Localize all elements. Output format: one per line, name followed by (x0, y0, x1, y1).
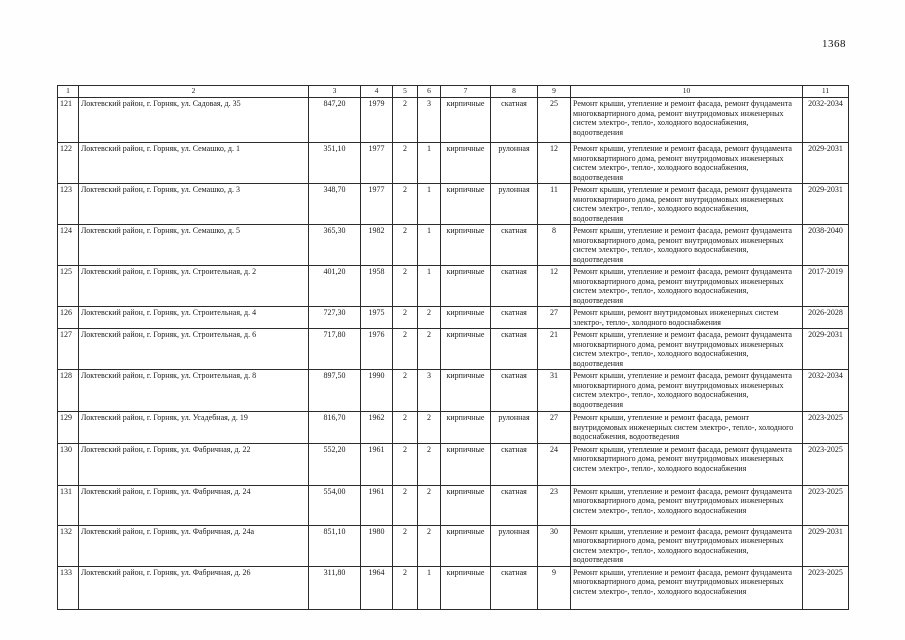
cell-address: Локтевский район, г. Горняк, ул. Семашко, д. 5 (79, 225, 309, 266)
cell-apartments: 25 (538, 98, 571, 143)
table-row (58, 225, 849, 266)
cell-works: Ремонт крыши, утепление и ремонт фасада, ремонт фундамента многоквартирного дома, ремонт внутридомовых инженерных систем электро-, тепло-, холодного водоснабжения, водоотведения (571, 370, 803, 412)
cell-floors: 2 (393, 143, 418, 184)
cell-area: 717,80 (309, 329, 361, 370)
cell-roof: скатная (491, 485, 538, 525)
cell-walls: кирпичные (441, 184, 491, 225)
cell-entrances: 1 (418, 266, 441, 307)
header-cell-year: 4 (361, 86, 393, 98)
cell-entrances: 2 (418, 443, 441, 485)
header-cell-floors: 5 (393, 86, 418, 98)
cell-area: 847,20 (309, 98, 361, 143)
cell-entrances: 1 (418, 184, 441, 225)
cell-roof: рулонная (491, 143, 538, 184)
cell-apartments: 24 (538, 443, 571, 485)
cell-year: 1964 (361, 566, 393, 609)
cell-floors: 2 (393, 566, 418, 609)
cell-roof: рулонная (491, 184, 538, 225)
cell-address: Локтевский район, г. Горняк, ул. Строительная, д. 8 (79, 370, 309, 412)
cell-floors: 2 (393, 307, 418, 329)
cell-floors: 2 (393, 266, 418, 307)
table-row (58, 370, 849, 412)
cell-works: Ремонт крыши, ремонт внутридомовых инженерных систем электро-, тепло-, холодного водоснабжения (571, 307, 803, 329)
cell-year: 1975 (361, 307, 393, 329)
cell-address: Локтевский район, г. Горняк, ул. Фабричная, д. 24 (79, 485, 309, 525)
cell-area: 348,70 (309, 184, 361, 225)
cell-apartments: 30 (538, 525, 571, 566)
cell-roof: скатная (491, 98, 538, 143)
cell-num: 131 (58, 485, 79, 525)
header-cell-roof: 8 (491, 86, 538, 98)
header-cell-num: 1 (58, 86, 79, 98)
table-row (58, 443, 849, 485)
cell-num: 128 (58, 370, 79, 412)
cell-year: 1979 (361, 98, 393, 143)
cell-num: 127 (58, 329, 79, 370)
cell-year: 1980 (361, 525, 393, 566)
cell-area: 365,30 (309, 225, 361, 266)
cell-floors: 2 (393, 370, 418, 412)
cell-works: Ремонт крыши, утепление и ремонт фасада, ремонт фундамента многоквартирного дома, ремонт внутридомовых инженерных систем электро-, тепло-, холодного водоснабжения, водоотведения (571, 143, 803, 184)
cell-area: 727,30 (309, 307, 361, 329)
table-body (58, 98, 849, 610)
cell-floors: 2 (393, 329, 418, 370)
cell-area: 311,80 (309, 566, 361, 609)
cell-roof: скатная (491, 266, 538, 307)
cell-year: 1958 (361, 266, 393, 307)
cell-floors: 2 (393, 525, 418, 566)
cell-address: Локтевский район, г. Горняк, ул. Семашко, д. 3 (79, 184, 309, 225)
cell-year: 1962 (361, 412, 393, 444)
cell-address: Локтевский район, г. Горняк, ул. Фабричная, д. 24а (79, 525, 309, 566)
cell-num: 133 (58, 566, 79, 609)
cell-floors: 2 (393, 485, 418, 525)
cell-apartments: 12 (538, 143, 571, 184)
cell-year: 1961 (361, 485, 393, 525)
cell-walls: кирпичные (441, 566, 491, 609)
cell-apartments: 8 (538, 225, 571, 266)
cell-roof: скатная (491, 307, 538, 329)
cell-address: Локтевский район, г. Горняк, ул. Строительная, д. 6 (79, 329, 309, 370)
cell-area: 554,00 (309, 485, 361, 525)
cell-area: 401,20 (309, 266, 361, 307)
cell-works: Ремонт крыши, утепление и ремонт фасада, ремонт фундамента многоквартирного дома, ремонт внутридомовых инженерных систем электро-, тепло-, холодного водоснабжения, водоотведения (571, 98, 803, 143)
cell-num: 132 (58, 525, 79, 566)
cell-works: Ремонт крыши, утепление и ремонт фасада, ремонт фундамента многоквартирного дома, ремонт внутридомовых инженерных систем электро-, тепло-, холодного водоснабжения, водоотведения (571, 525, 803, 566)
cell-walls: кирпичные (441, 143, 491, 184)
cell-entrances: 2 (418, 329, 441, 370)
cell-works: Ремонт крыши, утепление и ремонт фасада, ремонт фундамента многоквартирного дома, ремонт внутридомовых инженерных систем электро-, тепло-, холодного водоснабжения (571, 566, 803, 609)
cell-year: 1961 (361, 443, 393, 485)
cell-works: Ремонт крыши, утепление и ремонт фасада, ремонт фундамента многоквартирного дома, ремонт внутридомовых инженерных систем электро-, тепло-, холодного водоснабжения, водоотведения (571, 225, 803, 266)
header-cell-address: 2 (79, 86, 309, 98)
cell-year: 1977 (361, 143, 393, 184)
repair-table (57, 85, 849, 610)
cell-works: Ремонт крыши, утепление и ремонт фасада, ремонт фундамента многоквартирного дома, ремонт внутридомовых инженерных систем электро-, тепло-, холодного водоснабжения, водоотведения (571, 329, 803, 370)
cell-area: 552,20 (309, 443, 361, 485)
cell-address: Локтевский район, г. Горняк, ул. Усадебная, д. 19 (79, 412, 309, 444)
table-header (58, 86, 849, 98)
header-cell-apartments: 9 (538, 86, 571, 98)
cell-walls: кирпичные (441, 225, 491, 266)
header-cell-entrances: 6 (418, 86, 441, 98)
page-number: 1368 (822, 38, 846, 50)
cell-apartments: 31 (538, 370, 571, 412)
cell-roof: скатная (491, 443, 538, 485)
repair-table-container (57, 85, 848, 610)
cell-area: 351,10 (309, 143, 361, 184)
table-row (58, 307, 849, 329)
table-row (58, 266, 849, 307)
cell-walls: кирпичные (441, 370, 491, 412)
cell-entrances: 2 (418, 525, 441, 566)
cell-entrances: 2 (418, 485, 441, 525)
cell-period: 2029-2031 (803, 525, 849, 566)
header-cell-period: 11 (803, 86, 849, 98)
cell-apartments: 9 (538, 566, 571, 609)
table-row (58, 485, 849, 525)
cell-floors: 2 (393, 443, 418, 485)
cell-address: Локтевский район, г. Горняк, ул. Строительная, д. 2 (79, 266, 309, 307)
cell-address: Локтевский район, г. Горняк, ул. Фабричная, д. 22 (79, 443, 309, 485)
cell-works: Ремонт крыши, утепление и ремонт фасада, ремонт фундамента многоквартирного дома, ремонт внутридомовых инженерных систем электро-, тепло-, холодного водоснабжения, водоотведения (571, 184, 803, 225)
header-cell-walls: 7 (441, 86, 491, 98)
cell-roof: рулонная (491, 412, 538, 444)
table-row (58, 184, 849, 225)
cell-address: Локтевский район, г. Горняк, ул. Фабричная, д. 26 (79, 566, 309, 609)
cell-walls: кирпичные (441, 329, 491, 370)
cell-apartments: 21 (538, 329, 571, 370)
cell-period: 2026-2028 (803, 307, 849, 329)
cell-works: Ремонт крыши, утепление и ремонт фасада, ремонт фундамента многоквартирного дома, ремонт внутридомовых инженерных систем электро-, тепло-, холодного водоснабжения, водоотведения (571, 266, 803, 307)
cell-num: 125 (58, 266, 79, 307)
table-row (58, 412, 849, 444)
cell-walls: кирпичные (441, 485, 491, 525)
cell-apartments: 11 (538, 184, 571, 225)
cell-period: 2023-2025 (803, 443, 849, 485)
cell-period: 2029-2031 (803, 329, 849, 370)
cell-period: 2029-2031 (803, 143, 849, 184)
cell-works: Ремонт крыши, утепление и ремонт фасада, ремонт фундамента многоквартирного дома, ремонт внутридомовых инженерных систем электро-, тепло-, холодного водоснабжения (571, 485, 803, 525)
cell-period: 2023-2025 (803, 566, 849, 609)
cell-apartments: 12 (538, 266, 571, 307)
cell-year: 1976 (361, 329, 393, 370)
cell-period: 2032-2034 (803, 98, 849, 143)
cell-floors: 2 (393, 98, 418, 143)
cell-num: 122 (58, 143, 79, 184)
cell-period: 2038-2040 (803, 225, 849, 266)
cell-entrances: 3 (418, 98, 441, 143)
table-row (58, 98, 849, 143)
cell-entrances: 1 (418, 225, 441, 266)
cell-period: 2017-2019 (803, 266, 849, 307)
header-cell-works: 10 (571, 86, 803, 98)
cell-address: Локтевский район, г. Горняк, ул. Садовая, д. 35 (79, 98, 309, 143)
table-row (58, 329, 849, 370)
cell-roof: скатная (491, 225, 538, 266)
cell-num: 121 (58, 98, 79, 143)
cell-period: 2029-2031 (803, 184, 849, 225)
cell-entrances: 1 (418, 143, 441, 184)
cell-area: 816,70 (309, 412, 361, 444)
header-cell-area: 3 (309, 86, 361, 98)
cell-year: 1990 (361, 370, 393, 412)
cell-walls: кирпичные (441, 525, 491, 566)
cell-floors: 2 (393, 225, 418, 266)
cell-floors: 2 (393, 184, 418, 225)
cell-num: 129 (58, 412, 79, 444)
cell-area: 897,50 (309, 370, 361, 412)
cell-roof: скатная (491, 329, 538, 370)
cell-apartments: 27 (538, 412, 571, 444)
cell-apartments: 23 (538, 485, 571, 525)
cell-walls: кирпичные (441, 98, 491, 143)
cell-walls: кирпичные (441, 266, 491, 307)
cell-walls: кирпичные (441, 307, 491, 329)
cell-apartments: 27 (538, 307, 571, 329)
cell-num: 124 (58, 225, 79, 266)
table-row (58, 525, 849, 566)
cell-address: Локтевский район, г. Горняк, ул. Строительная, д. 4 (79, 307, 309, 329)
cell-period: 2023-2025 (803, 485, 849, 525)
cell-works: Ремонт крыши, утепление и ремонт фасада, ремонт фундамента многоквартирного дома, ремонт внутридомовых инженерных систем электро-, тепло-, холодного водоснабжения (571, 443, 803, 485)
cell-num: 130 (58, 443, 79, 485)
cell-entrances: 2 (418, 307, 441, 329)
cell-year: 1982 (361, 225, 393, 266)
cell-address: Локтевский район, г. Горняк, ул. Семашко, д. 1 (79, 143, 309, 184)
cell-roof: скатная (491, 566, 538, 609)
cell-period: 2023-2025 (803, 412, 849, 444)
cell-walls: кирпичные (441, 412, 491, 444)
cell-walls: кирпичные (441, 443, 491, 485)
cell-works: Ремонт крыши, утепление и ремонт фасада, ремонт внутридомовых инженерных систем электро-, тепло-, холодного водоснабжения, водоотведения (571, 412, 803, 444)
cell-year: 1977 (361, 184, 393, 225)
cell-roof: рулонная (491, 525, 538, 566)
cell-num: 126 (58, 307, 79, 329)
cell-num: 123 (58, 184, 79, 225)
cell-entrances: 3 (418, 370, 441, 412)
cell-floors: 2 (393, 412, 418, 444)
cell-area: 851,10 (309, 525, 361, 566)
cell-period: 2032-2034 (803, 370, 849, 412)
cell-roof: скатная (491, 370, 538, 412)
table-row (58, 566, 849, 609)
table-row (58, 143, 849, 184)
cell-entrances: 1 (418, 566, 441, 609)
cell-entrances: 2 (418, 412, 441, 444)
header-row (58, 86, 849, 98)
